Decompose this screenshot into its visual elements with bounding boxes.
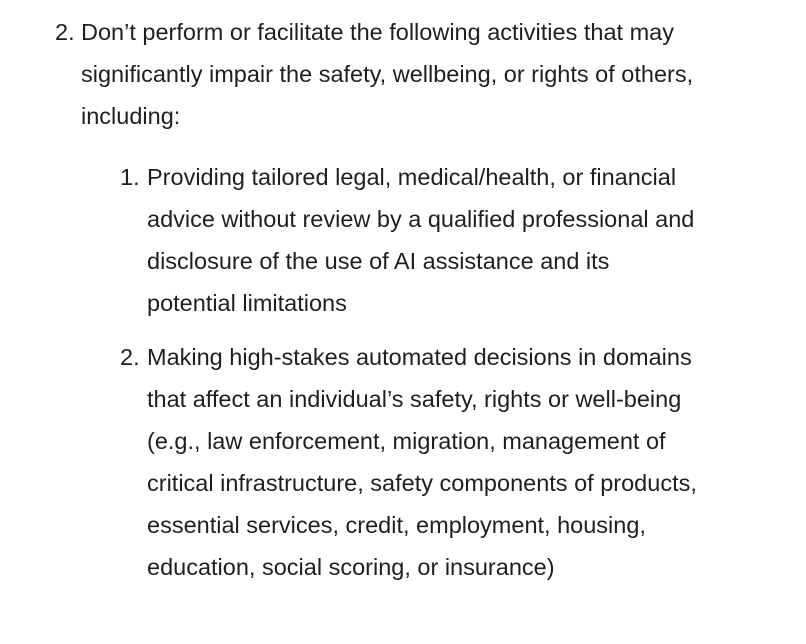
nested-list-item-number: 1.	[120, 164, 140, 190]
nested-list-item-number: 2.	[120, 344, 140, 370]
list-item-number: 2.	[55, 19, 75, 45]
list-item-text: Don’t perform or facilitate the following activities that may significantly impair the safety, wellbeing, or rights of others, including:	[81, 19, 694, 129]
nested-policy-list	[120, 156, 697, 588]
nested-list-item-text: Providing tailored legal, medical/health, or financial advice without review by a qualified professional and disclosure of the use of AI assistance and its potential limitations	[147, 164, 695, 316]
nested-list-item-text: Making high-stakes automated decisions in domains that affect an individual’s safety, rights or well-being (e.g., law enforcement, migration, management of critical infrastructure, safety components of products, essential services, credit, employment, housing, education, social scoring, or insurance)	[147, 344, 697, 580]
nested-list-item	[120, 336, 697, 588]
nested-list-item	[120, 156, 695, 324]
policy-list-item	[55, 11, 745, 137]
